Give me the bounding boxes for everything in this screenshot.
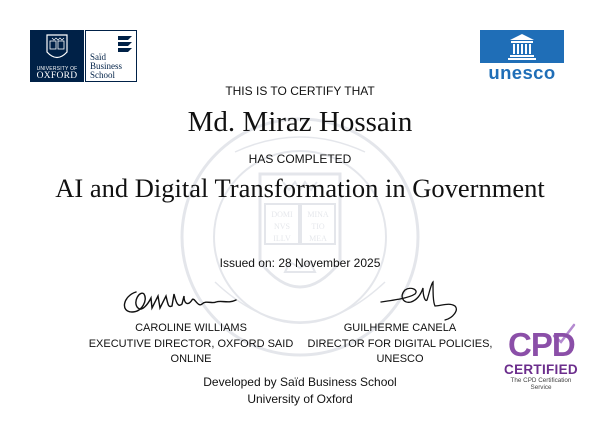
certify-intro: THIS IS TO CERTIFY THAT xyxy=(225,84,375,98)
crest-book-right-3: MEA xyxy=(309,234,327,243)
unesco-temple-icon xyxy=(480,30,564,63)
recipient-name: Md. Miraz Hossain xyxy=(187,106,413,138)
cpd-certified-badge xyxy=(500,322,582,400)
signer-title-left-2: ONLINE xyxy=(170,353,212,365)
signer-block-right xyxy=(300,321,500,368)
has-completed-label: HAS COMPLETED xyxy=(248,152,352,166)
oxford-crest-icon xyxy=(30,30,84,66)
course-title: AI and Digital Transformation in Government xyxy=(55,173,545,203)
said-logo-text xyxy=(90,53,122,80)
said-logo-line-3: School xyxy=(90,70,116,80)
cpd-service-line-1: The CPD Certification xyxy=(510,377,572,384)
signer-title-right-2: UNESCO xyxy=(376,353,424,365)
said-logo-line-1: Saïd xyxy=(90,52,107,62)
crest-book-left-2: NVS xyxy=(273,222,291,231)
cpd-service-line-2: Service xyxy=(530,384,552,391)
cpd-service-label xyxy=(502,377,580,391)
oxford-logo xyxy=(30,30,84,82)
developer-line-1: Developed by Saïd Business School xyxy=(203,375,397,389)
signer-block-left xyxy=(75,321,307,368)
oxford-logo-wordmark: OXFORD xyxy=(36,71,78,81)
oxford-logo-small-text: UNIVERSITY OF xyxy=(36,66,78,72)
said-logo-line-2: Business xyxy=(90,61,123,71)
crest-book-right-2: TIO xyxy=(311,222,325,231)
cpd-letters: CPD xyxy=(508,326,575,363)
cpd-certified-label: CERTIFIED xyxy=(504,362,578,377)
signer-title-right-1: DIRECTOR FOR DIGITAL POLICIES, xyxy=(307,337,493,350)
signer-title-left-1: EXECUTIVE DIRECTOR, OXFORD SAID xyxy=(88,337,294,350)
unesco-temple-logo xyxy=(480,30,564,63)
crest-book-left-1: DOMI xyxy=(271,210,293,219)
said-business-school-logo xyxy=(85,30,137,82)
issue-date: Issued on: 28 November 2025 xyxy=(219,256,381,270)
unesco-wordmark: unesco xyxy=(488,62,556,83)
crest-book-left-3: ILLV xyxy=(273,234,291,243)
developer-line-2: University of Oxford xyxy=(247,392,353,406)
signer-name-right: GUILHERME CANELA xyxy=(343,322,457,334)
signer-name-left: CAROLINE WILLIAMS xyxy=(135,322,247,334)
crest-book-right-1: MINA xyxy=(307,210,329,219)
signature-guilherme-canela xyxy=(375,280,465,325)
signature-caroline-williams xyxy=(118,282,248,322)
